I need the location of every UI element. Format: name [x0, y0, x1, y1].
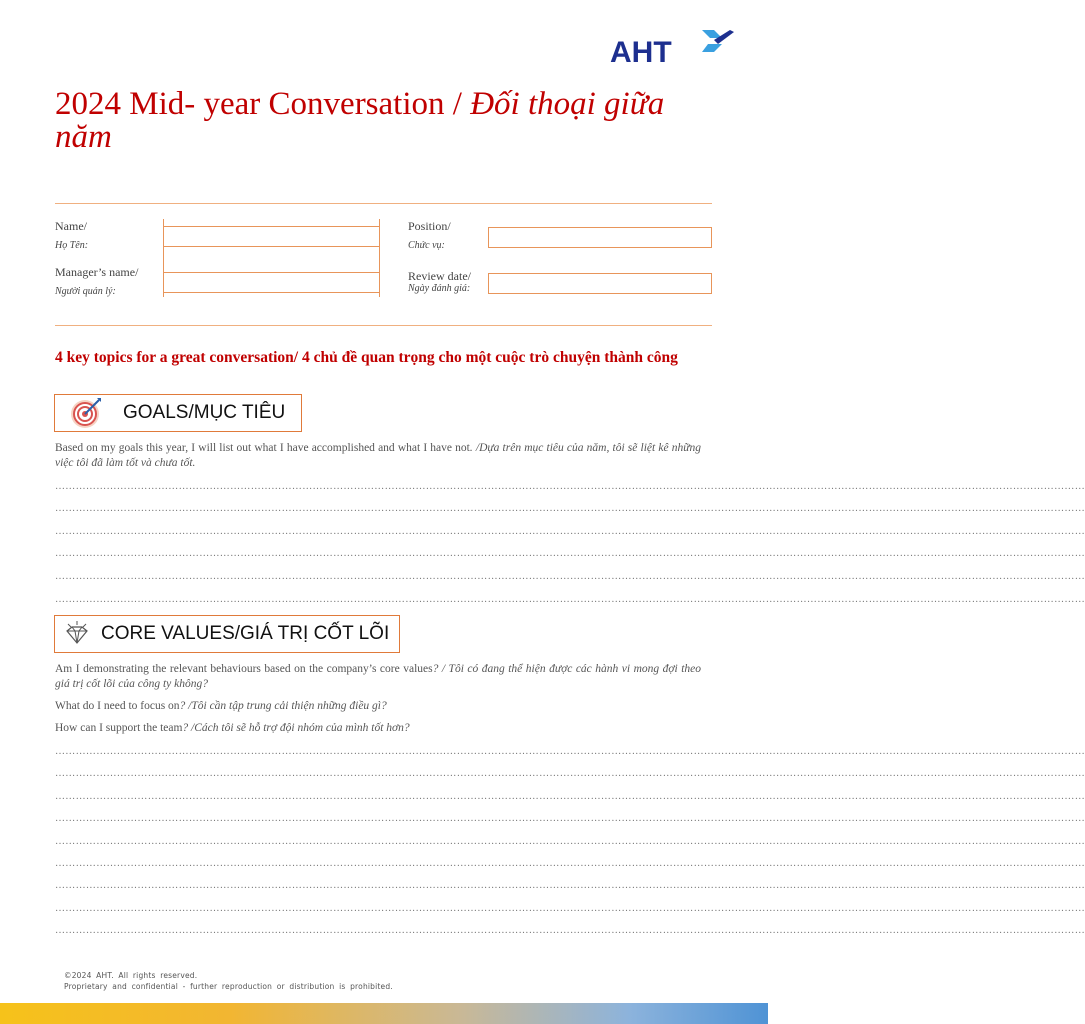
title-en: 2024 Mid- year Conversation / — [55, 86, 471, 122]
goals-section-header — [54, 394, 302, 432]
goals-answer-line[interactable]: ………………………………………………………………………………………………………………………………………………………………………………………………………………………………………………………………………… — [55, 481, 1085, 492]
goals-description — [55, 441, 701, 471]
core-values-section-header — [54, 615, 400, 653]
core-values-answer-line[interactable]: ………………………………………………………………………………………………………………………………………………………………………………………………………………………………………………………………………… — [55, 791, 1085, 802]
core-values-answer-line[interactable]: ………………………………………………………………………………………………………………………………………………………………………………………………………………………………………………………………………… — [55, 880, 1085, 891]
goals-answer-line[interactable]: ………………………………………………………………………………………………………………………………………………………………………………………………………………………………………………………………………… — [55, 503, 1085, 514]
goals-desc-vi: . /Dựa trên mục tiêu của năm, tôi sẽ liệt kê những việc tôi đã làm tốt và chưa tốt. — [55, 442, 701, 469]
goals-answer-line[interactable]: ………………………………………………………………………………………………………………………………………………………………………………………………………………………………………………………………………… — [55, 526, 1085, 537]
name-label: Name/ — [55, 219, 87, 233]
divider-top — [55, 203, 712, 204]
core-values-answer-line[interactable]: ………………………………………………………………………………………………………………………………………………………………………………………………………………………………………………………………………… — [55, 858, 1085, 869]
logo-text: AHT — [610, 36, 672, 69]
goals-answer-line[interactable]: ………………………………………………………………………………………………………………………………………………………………………………………………………………………………………………………………………… — [55, 571, 1085, 582]
manager-label-vi: Người quản lý: — [55, 286, 116, 297]
review-date-input[interactable] — [488, 273, 712, 294]
position-label-vi: Chức vụ: — [408, 240, 445, 251]
page-title — [55, 88, 715, 154]
core-values-answer-line[interactable]: ………………………………………………………………………………………………………………………………………………………………………………………………………………………………………………………………………… — [55, 836, 1085, 847]
name-field-top — [163, 226, 379, 227]
diamond-icon — [63, 620, 91, 648]
name-field-left-edge — [163, 219, 164, 297]
confidential-text: Proprietary and confidential - further reproduction or distribution is prohibited. — [64, 982, 393, 991]
review-date-label: Review date/ — [408, 269, 471, 283]
core-values-answer-line[interactable]: ………………………………………………………………………………………………………………………………………………………………………………………………………………………………………………………………………… — [55, 903, 1085, 914]
divider-bottom — [55, 325, 712, 326]
position-input[interactable] — [488, 227, 712, 248]
goals-label: GOALS/MỤC TIÊU — [123, 402, 286, 423]
q1-en: Am I demonstrating the relevant behaviours based on the company’s core values — [55, 663, 433, 675]
q2-en: What do I need to focus on — [55, 700, 180, 712]
name-label-vi: Họ Tên: — [55, 240, 89, 251]
aht-logo — [610, 26, 734, 69]
manager-input[interactable] — [163, 292, 379, 293]
title-vi: Đối thoại giữa năm — [55, 86, 665, 155]
core-values-answer-line[interactable]: ………………………………………………………………………………………………………………………………………………………………………………………………………………………………………………………………………… — [55, 925, 1085, 936]
q3-en: How can I support the team — [55, 722, 183, 734]
core-values-question-3 — [55, 721, 701, 736]
q1-vi: ? / Tôi có đang thể hiện được các hành vi mong đợi theo giá trị cốt lõi của công ty không? — [55, 663, 702, 690]
q3-vi: ? /Cách tôi sẽ hỗ trợ đội nhóm của mình tốt hơn? — [182, 722, 410, 734]
goals-answer-line[interactable]: ………………………………………………………………………………………………………………………………………………………………………………………………………………………………………………………………………… — [55, 594, 1085, 605]
position-label: Position/ — [408, 219, 451, 233]
manager-field-top — [163, 272, 379, 273]
manager-label: Manager’s name/ — [55, 265, 139, 279]
core-values-question-1 — [55, 662, 701, 692]
core-values-answer-line[interactable]: ………………………………………………………………………………………………………………………………………………………………………………………………………………………………………………………………………… — [55, 768, 1085, 779]
copyright-text: ©2024 AHT. All rights reserved. — [64, 971, 198, 980]
core-values-question-2 — [55, 699, 701, 714]
goals-answer-line[interactable]: ………………………………………………………………………………………………………………………………………………………………………………………………………………………………………………………………………… — [55, 548, 1085, 559]
target-icon — [69, 396, 103, 430]
core-values-answer-line[interactable]: ………………………………………………………………………………………………………………………………………………………………………………………………………………………………………………………………………… — [55, 746, 1085, 757]
core-values-answer-line[interactable]: ………………………………………………………………………………………………………………………………………………………………………………………………………………………………………………………………………… — [55, 813, 1085, 824]
q2-vi: ? /Tôi cần tập trung cải thiện những điều gì? — [179, 700, 387, 712]
goals-desc-en: Based on my goals this year, I will list out what I have accomplished and what I have not — [55, 442, 470, 454]
name-field-right-edge — [379, 219, 380, 297]
footer-gradient-bar — [0, 1003, 768, 1024]
name-input[interactable] — [163, 246, 379, 247]
core-values-label: CORE VALUES/GIÁ TRỊ CỐT LÕI — [101, 623, 390, 644]
review-date-label-vi: Ngày đánh giá: — [408, 283, 471, 294]
key-topics-heading: 4 key topics for a great conversation/ 4 chủ đề quan trọng cho một cuộc trò chuyện thành công — [55, 349, 678, 366]
